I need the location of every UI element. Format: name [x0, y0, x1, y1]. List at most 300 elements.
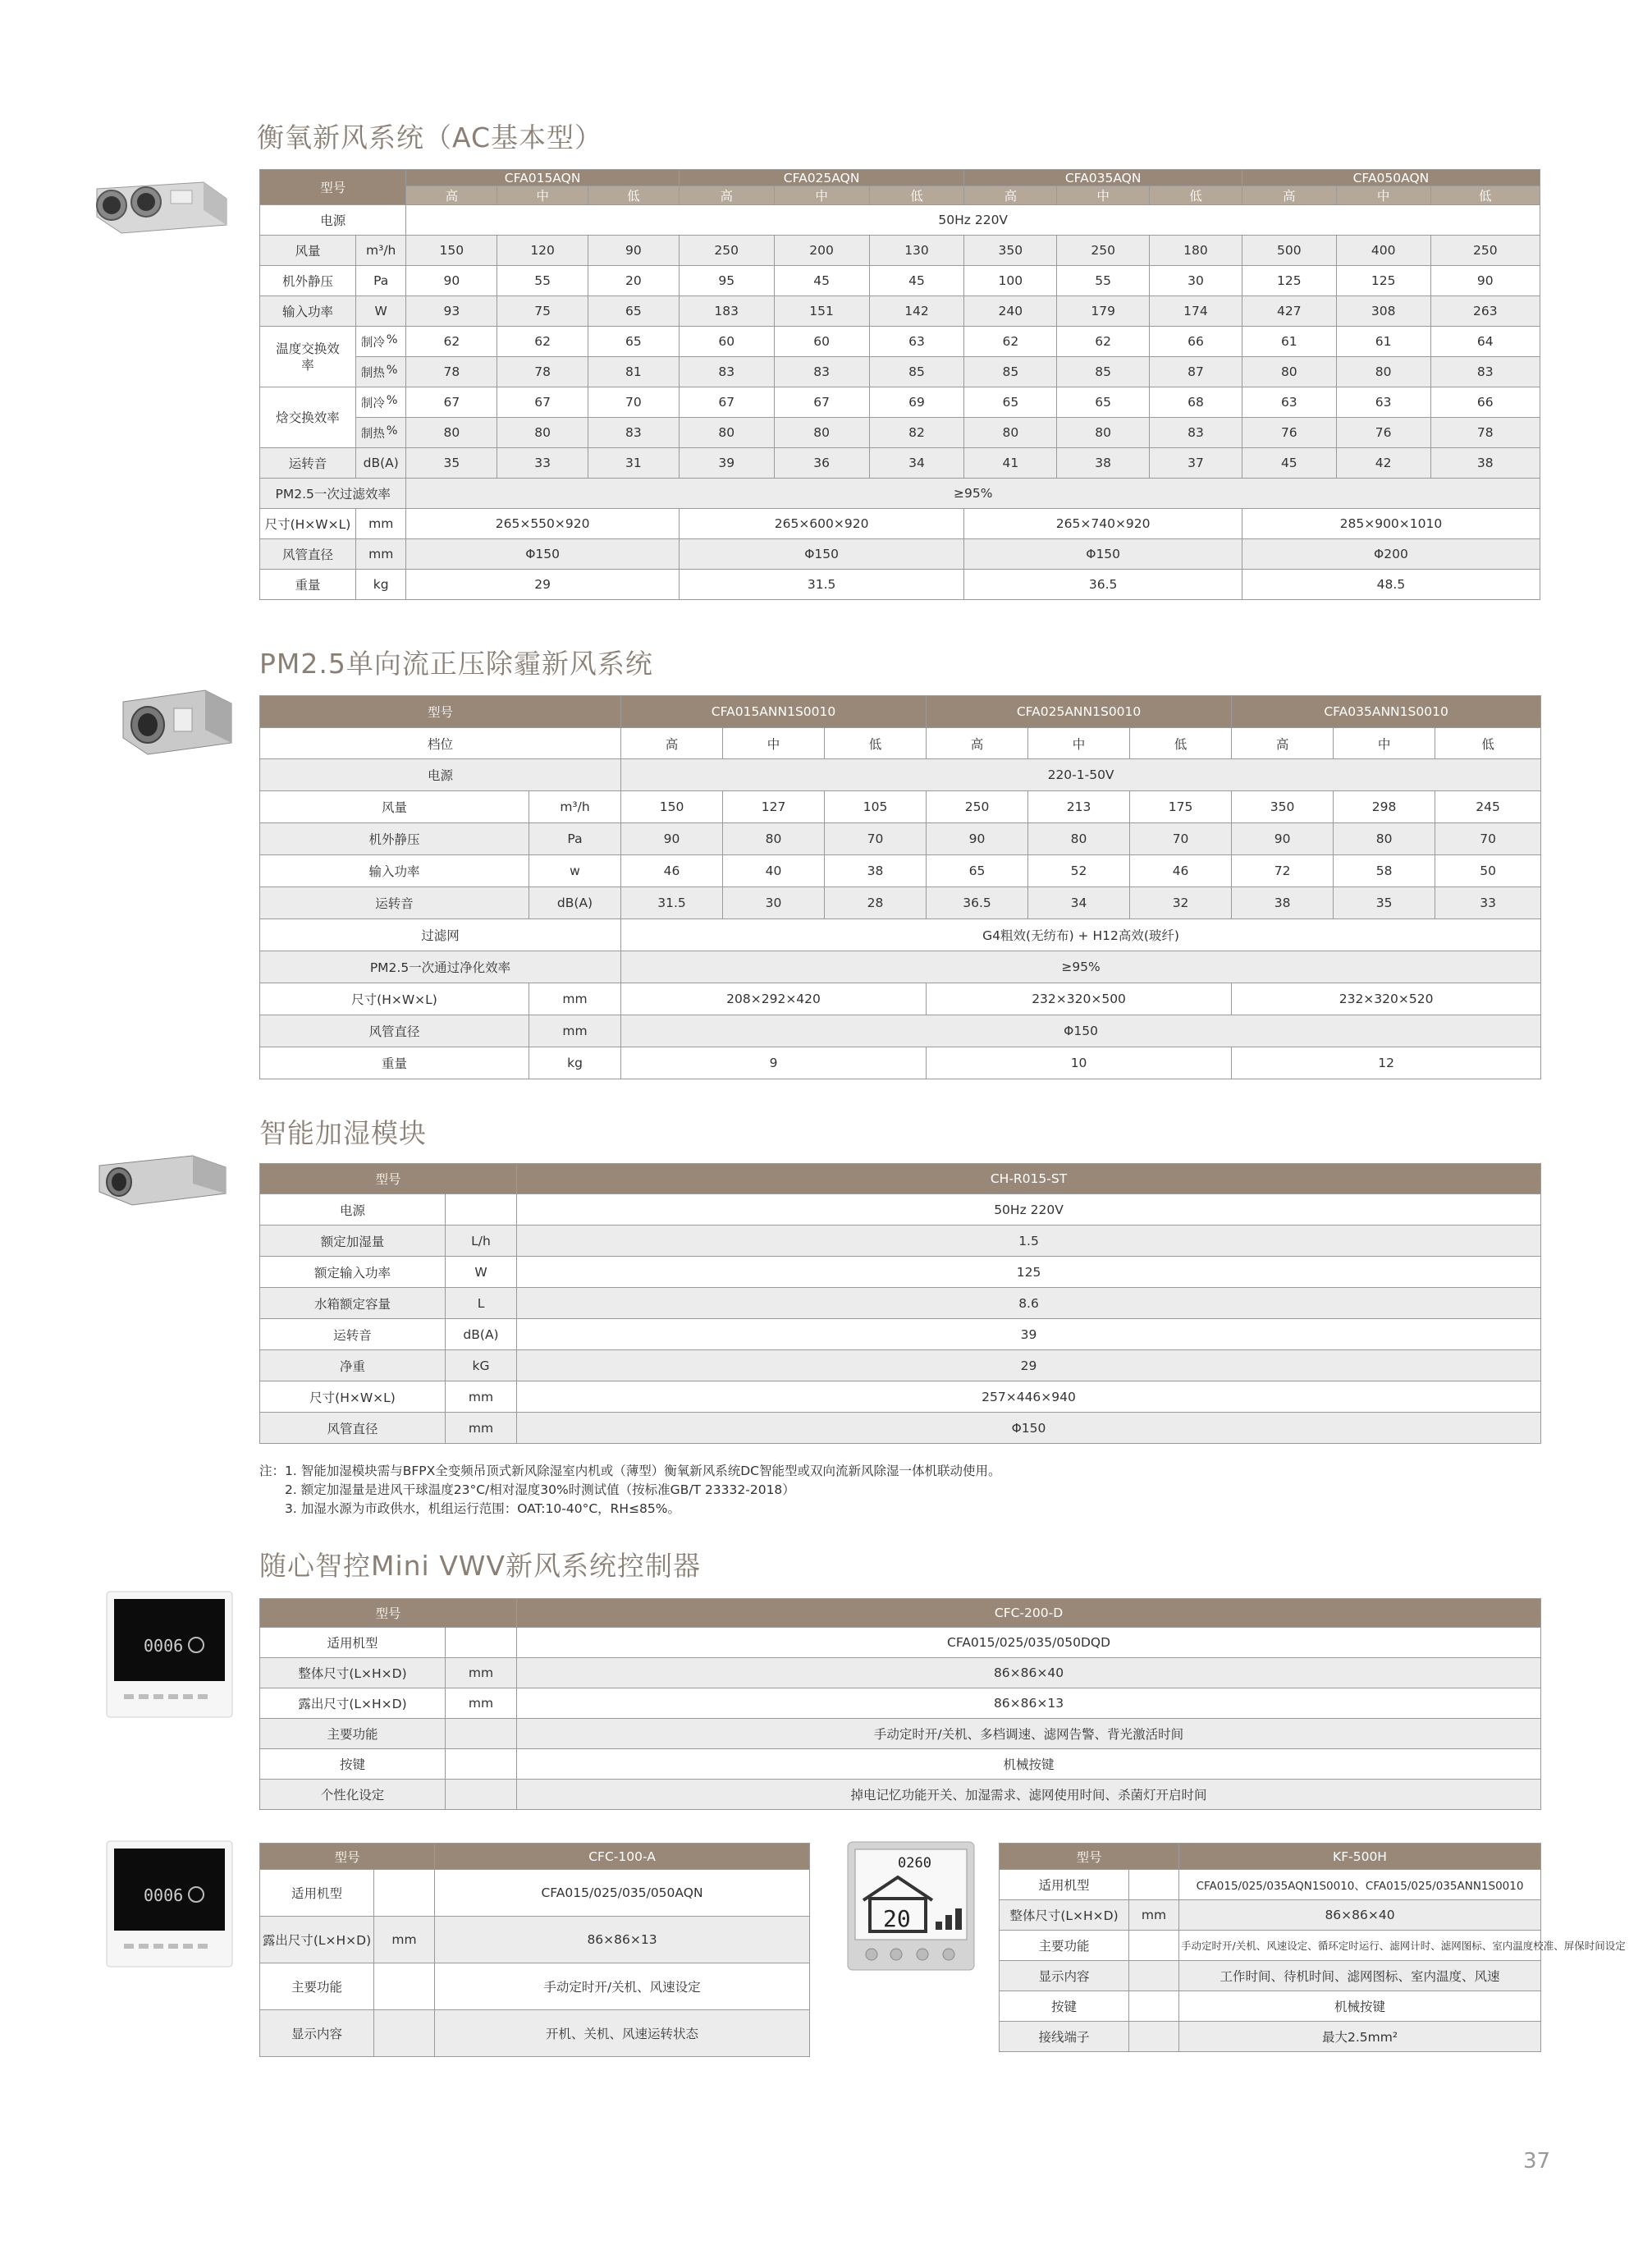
- row-unit: w: [529, 855, 621, 887]
- value-cell: 80: [406, 418, 497, 448]
- value-cell: 125: [1336, 266, 1430, 296]
- value-cell: 63: [869, 327, 964, 357]
- row-label: 输入功率: [260, 855, 529, 887]
- model-name: CFA025AQN: [679, 170, 964, 186]
- value-cell: Φ150: [517, 1413, 1541, 1444]
- value-cell: 34: [869, 448, 964, 479]
- value-cell: 95: [679, 266, 774, 296]
- value-cell: 80: [679, 418, 774, 448]
- value-cell: 83: [679, 357, 774, 387]
- row-unit: m³/h: [529, 791, 621, 823]
- row-unit: dB(A): [355, 448, 406, 479]
- row-unit: [1129, 1931, 1179, 1961]
- value-cell: 232×320×520: [1232, 983, 1541, 1015]
- value-cell: 150: [406, 236, 497, 266]
- row-label: 机外静压: [260, 266, 356, 296]
- row-unit: kG: [446, 1350, 517, 1381]
- value-cell: 29: [406, 570, 679, 600]
- group-label: 温度交换效率: [260, 327, 356, 387]
- value-cell: 125: [517, 1257, 1541, 1288]
- value-cell: 179: [1057, 296, 1150, 327]
- value-cell: 工作时间、待机时间、滤网图标、室内温度、风速: [1179, 1961, 1541, 1991]
- row-label: 适用机型: [260, 1628, 446, 1658]
- section-title-ac: 衡氧新风系统（AC基本型）: [257, 121, 603, 153]
- value-cell: 151: [774, 296, 869, 327]
- value-cell: 36: [774, 448, 869, 479]
- value-cell: 82: [869, 418, 964, 448]
- value-cell: 33: [1435, 887, 1541, 919]
- row-label: 运转音: [260, 887, 529, 919]
- row-label: 过滤网: [260, 919, 621, 951]
- value-cell: 65: [588, 296, 680, 327]
- level-high: 高: [964, 186, 1057, 205]
- value-cell: 180: [1150, 236, 1242, 266]
- model-header: 型号: [260, 696, 621, 728]
- row-unit: [446, 1749, 517, 1780]
- level-high: 高: [1232, 728, 1334, 759]
- spec-table-cfc100: [259, 1843, 810, 2057]
- value-cell: 80: [774, 418, 869, 448]
- value-cell: 87: [1150, 357, 1242, 387]
- value-cell: 90: [1430, 266, 1540, 296]
- model-header: 型号: [260, 1164, 517, 1194]
- value-cell: 350: [1232, 791, 1334, 823]
- value-cell: 427: [1242, 296, 1336, 327]
- controller-cfc100-image: [106, 1840, 233, 1968]
- value-cell: 80: [497, 418, 588, 448]
- row-label: 水箱额定容量: [260, 1288, 446, 1319]
- level-mid: 中: [1028, 728, 1130, 759]
- group-label: 焓交换效率: [260, 387, 356, 448]
- row-unit: [446, 1780, 517, 1810]
- row-label: 电源: [260, 205, 406, 236]
- value-cell: 29: [517, 1350, 1541, 1381]
- value-cell: 48.5: [1242, 570, 1540, 600]
- level-low: 低: [1435, 728, 1541, 759]
- value-cell: 100: [964, 266, 1057, 296]
- notes: [259, 1462, 1001, 1519]
- value-cell: 62: [1057, 327, 1150, 357]
- value-cell: 250: [679, 236, 774, 266]
- value-cell: Φ150: [964, 539, 1242, 570]
- value-cell: 69: [869, 387, 964, 418]
- value-cell: 265×600×920: [679, 509, 964, 539]
- value-cell: 开机、关机、风速运转状态: [435, 2010, 810, 2057]
- level-low: 低: [869, 186, 964, 205]
- humidifier-unit-image: [94, 1151, 230, 1208]
- value-cell: 80: [1336, 357, 1430, 387]
- level-mid: 中: [723, 728, 825, 759]
- value-cell: 30: [723, 887, 825, 919]
- row-unit: [446, 1628, 517, 1658]
- value-cell: 58: [1334, 855, 1435, 887]
- mode-label: 制热: [360, 427, 385, 441]
- value-cell: 85: [869, 357, 964, 387]
- value-cell: 250: [1430, 236, 1540, 266]
- value-cell: 61: [1242, 327, 1336, 357]
- value-cell: 手动定时开/关机、风速设定: [435, 1963, 810, 2010]
- lcd-readout: 0006: [144, 1885, 184, 1905]
- value-cell: 37: [1150, 448, 1242, 479]
- model-name: CFA015ANN1S0010: [621, 696, 927, 728]
- row-label: 档位: [260, 728, 621, 759]
- power-value: 50Hz 220V: [406, 205, 1540, 236]
- spec-table-pm25: [259, 695, 1541, 1079]
- row-label: 额定加湿量: [260, 1225, 446, 1257]
- row-label: 主要功能: [260, 1963, 374, 2010]
- row-unit: mm: [1129, 1900, 1179, 1931]
- value-cell: 61: [1336, 327, 1430, 357]
- model-name: CFA015AQN: [406, 170, 679, 186]
- value-cell: 机械按键: [517, 1749, 1541, 1780]
- value-cell: Φ200: [1242, 539, 1540, 570]
- row-unit: Pa: [529, 823, 621, 855]
- row-label: 尺寸(H×W×L): [260, 1381, 446, 1413]
- mode-label: 制冷: [360, 396, 385, 410]
- value-cell: 70: [1435, 823, 1541, 855]
- value-cell: 65: [927, 855, 1028, 887]
- value-cell: 80: [1242, 357, 1336, 387]
- model-name: CFA035AQN: [964, 170, 1242, 186]
- note-line: 注：1. 智能加湿模块需与BFPX全变频吊顶式新风除湿室内机或（薄型）衡氧新风系统DC智能型或双向流新风除湿一体机联动使用。: [259, 1464, 1001, 1478]
- row-label: 风管直径: [260, 539, 356, 570]
- kf-time-readout: 0260: [898, 1855, 931, 1871]
- duct-value: Φ150: [621, 1015, 1541, 1047]
- row-unit: dB(A): [446, 1319, 517, 1350]
- value-cell: 31.5: [621, 887, 723, 919]
- value-cell: 67: [774, 387, 869, 418]
- level-low: 低: [1150, 186, 1242, 205]
- model-header: 型号: [260, 1844, 435, 1870]
- value-cell: 55: [1057, 266, 1150, 296]
- model-name: CFA035ANN1S0010: [1232, 696, 1541, 728]
- value-cell: 38: [1430, 448, 1540, 479]
- value-cell: 80: [1057, 418, 1150, 448]
- row-unit: [374, 2010, 435, 2057]
- row-unit: mm: [446, 1381, 517, 1413]
- value-cell: 78: [497, 357, 588, 387]
- row-unit: %: [386, 393, 398, 407]
- value-cell: 41: [964, 448, 1057, 479]
- value-cell: 12: [1232, 1047, 1541, 1079]
- mode-label: [355, 327, 406, 357]
- value-cell: 63: [1242, 387, 1336, 418]
- value-cell: 174: [1150, 296, 1242, 327]
- row-label: 整体尺寸(L×H×D): [260, 1658, 446, 1688]
- value-cell: 125: [1242, 266, 1336, 296]
- value-cell: 400: [1336, 236, 1430, 266]
- value-cell: 85: [964, 357, 1057, 387]
- level-high: 高: [621, 728, 723, 759]
- value-cell: 最大2.5mm²: [1179, 2022, 1541, 2052]
- level-mid: 中: [1336, 186, 1430, 205]
- value-cell: 75: [497, 296, 588, 327]
- level-high: 高: [679, 186, 774, 205]
- value-cell: 86×86×40: [517, 1658, 1541, 1688]
- row-label: 风量: [260, 791, 529, 823]
- value-cell: 38: [1232, 887, 1334, 919]
- value-cell: 手动定时开/关机、多档调速、滤网告警、背光激活时间: [517, 1719, 1541, 1749]
- value-cell: 31: [588, 448, 680, 479]
- value-cell: 45: [774, 266, 869, 296]
- row-unit: mm: [529, 983, 621, 1015]
- value-cell: 90: [588, 236, 680, 266]
- value-cell: 60: [774, 327, 869, 357]
- model-header: 型号: [260, 170, 406, 205]
- value-cell: 90: [927, 823, 1028, 855]
- section-title-pm25: PM2.5单向流正压除霾新风系统: [259, 648, 653, 680]
- value-cell: 175: [1130, 791, 1232, 823]
- row-unit: kg: [355, 570, 406, 600]
- value-cell: 掉电记忆功能开关、加湿需求、滤网使用时间、杀菌灯开启时间: [517, 1780, 1541, 1810]
- kf-temp-readout: 20: [883, 1905, 911, 1932]
- value-cell: 36.5: [927, 887, 1028, 919]
- row-unit: W: [446, 1257, 517, 1288]
- value-cell: 8.6: [517, 1288, 1541, 1319]
- row-unit: %: [386, 424, 398, 438]
- model-name: CFC-200-D: [517, 1599, 1541, 1628]
- row-unit: [374, 1870, 435, 1917]
- value-cell: 10: [927, 1047, 1232, 1079]
- value-cell: CFA015/025/035/050DQD: [517, 1628, 1541, 1658]
- value-cell: 62: [964, 327, 1057, 357]
- filter-value: G4粗效(无纺布) + H12高效(玻纤): [621, 919, 1541, 951]
- row-label: 电源: [260, 1194, 446, 1225]
- value-cell: 72: [1232, 855, 1334, 887]
- value-cell: 76: [1336, 418, 1430, 448]
- level-low: 低: [1430, 186, 1540, 205]
- mode-label: 制热: [360, 366, 385, 380]
- model-name: CH-R015-ST: [517, 1164, 1541, 1194]
- controller-kf500h-image: [847, 1841, 975, 1971]
- value-cell: Φ150: [679, 539, 964, 570]
- value-cell: 28: [825, 887, 927, 919]
- value-cell: 213: [1028, 791, 1130, 823]
- level-low: 低: [825, 728, 927, 759]
- row-label: 显示内容: [1000, 1961, 1129, 1991]
- value-cell: 240: [964, 296, 1057, 327]
- row-label: 风量: [260, 236, 356, 266]
- value-cell: 65: [964, 387, 1057, 418]
- value-cell: 9: [621, 1047, 927, 1079]
- row-label: 重量: [260, 570, 356, 600]
- value-cell: CFA015/025/035AQN1S0010、CFA015/025/035ANN1S0010: [1179, 1870, 1541, 1900]
- row-unit: mm: [355, 539, 406, 570]
- row-unit: mm: [446, 1658, 517, 1688]
- value-cell: 手动定时开/关机、风速设定、循环定时运行、滤网计时、滤网图标、室内温度校准、屏保时间设定: [1179, 1931, 1541, 1961]
- level-mid: 中: [1334, 728, 1435, 759]
- row-label: 显示内容: [260, 2010, 374, 2057]
- value-cell: 60: [679, 327, 774, 357]
- value-cell: 250: [1057, 236, 1150, 266]
- model-header: 型号: [260, 1599, 517, 1628]
- note-line: 2. 额定加湿量是进风干球温度23°C/相对湿度30%时测试值（按标准GB/T 23332-2018）: [285, 1482, 795, 1497]
- level-high: 高: [406, 186, 497, 205]
- value-cell: 1.5: [517, 1225, 1541, 1257]
- value-cell: 93: [406, 296, 497, 327]
- value-cell: 65: [1057, 387, 1150, 418]
- row-label: 运转音: [260, 448, 356, 479]
- value-cell: 62: [406, 327, 497, 357]
- value-cell: 66: [1430, 387, 1540, 418]
- value-cell: 105: [825, 791, 927, 823]
- row-unit: [1129, 1991, 1179, 2022]
- value-cell: 142: [869, 296, 964, 327]
- level-low: 低: [1130, 728, 1232, 759]
- row-label: 露出尺寸(L×H×D): [260, 1688, 446, 1719]
- spec-table-cfc200: [259, 1598, 1541, 1810]
- mode-label: [355, 387, 406, 418]
- value-cell: 78: [1430, 418, 1540, 448]
- row-label: 机外静压: [260, 823, 529, 855]
- value-cell: 46: [1130, 855, 1232, 887]
- row-label: 适用机型: [260, 1870, 374, 1917]
- value-cell: 32: [1130, 887, 1232, 919]
- mode-label: [355, 418, 406, 448]
- pm25-unit-image: [115, 684, 234, 758]
- value-cell: 90: [406, 266, 497, 296]
- value-cell: 120: [497, 236, 588, 266]
- value-cell: 90: [1232, 823, 1334, 855]
- value-cell: 42: [1336, 448, 1430, 479]
- value-cell: 130: [869, 236, 964, 266]
- value-cell: 31.5: [679, 570, 964, 600]
- model-header: 型号: [1000, 1844, 1179, 1870]
- ventilator-unit-image: [80, 174, 228, 236]
- value-cell: 208×292×420: [621, 983, 927, 1015]
- value-cell: 80: [1028, 823, 1130, 855]
- level-mid: 中: [497, 186, 588, 205]
- value-cell: 39: [517, 1319, 1541, 1350]
- row-label: 接线端子: [1000, 2022, 1129, 2052]
- value-cell: 250: [927, 791, 1028, 823]
- value-cell: 67: [497, 387, 588, 418]
- row-label: 主要功能: [260, 1719, 446, 1749]
- value-cell: 机械按键: [1179, 1991, 1541, 2022]
- value-cell: 52: [1028, 855, 1130, 887]
- value-cell: 39: [679, 448, 774, 479]
- value-cell: 50: [1435, 855, 1541, 887]
- row-label: 净重: [260, 1350, 446, 1381]
- row-unit: [1129, 1961, 1179, 1991]
- row-label: 按键: [260, 1749, 446, 1780]
- row-label: PM2.5一次通过净化效率: [260, 951, 621, 983]
- value-cell: 36.5: [964, 570, 1242, 600]
- section-title-controller: 随心智控Mini VWV新风系统控制器: [259, 1550, 701, 1582]
- page-number: 37: [1523, 2149, 1551, 2174]
- value-cell: 45: [1242, 448, 1336, 479]
- value-cell: 127: [723, 791, 825, 823]
- value-cell: 263: [1430, 296, 1540, 327]
- value-cell: 35: [1334, 887, 1435, 919]
- value-cell: 83: [774, 357, 869, 387]
- row-unit: [374, 1963, 435, 2010]
- value-cell: 34: [1028, 887, 1130, 919]
- value-cell: 64: [1430, 327, 1540, 357]
- level-low: 低: [588, 186, 680, 205]
- value-cell: Φ150: [406, 539, 679, 570]
- row-unit: %: [386, 332, 398, 346]
- spec-table-kf500h: [999, 1843, 1626, 2052]
- value-cell: 55: [497, 266, 588, 296]
- row-unit: [1129, 2022, 1179, 2052]
- value-cell: 350: [964, 236, 1057, 266]
- value-cell: 70: [1130, 823, 1232, 855]
- value-cell: 78: [406, 357, 497, 387]
- mode-label: 制冷: [360, 336, 385, 350]
- value-cell: 500: [1242, 236, 1336, 266]
- value-cell: 76: [1242, 418, 1336, 448]
- value-cell: 83: [1150, 418, 1242, 448]
- model-name: CFA025ANN1S0010: [927, 696, 1232, 728]
- row-label: PM2.5一次过滤效率: [260, 479, 406, 509]
- spec-table-humidifier: [259, 1163, 1541, 1444]
- value-cell: 80: [723, 823, 825, 855]
- pm25-value: ≥95%: [621, 951, 1541, 983]
- value-cell: CFA015/025/035/050AQN: [435, 1870, 810, 1917]
- value-cell: 232×320×500: [927, 983, 1232, 1015]
- controller-cfc200-image: [106, 1591, 233, 1718]
- row-unit: mm: [446, 1413, 517, 1444]
- value-cell: 50Hz 220V: [517, 1194, 1541, 1225]
- value-cell: 38: [825, 855, 927, 887]
- row-unit: m³/h: [355, 236, 406, 266]
- row-unit: L/h: [446, 1225, 517, 1257]
- value-cell: 308: [1336, 296, 1430, 327]
- value-cell: 90: [621, 823, 723, 855]
- row-label: 适用机型: [1000, 1870, 1129, 1900]
- row-label: 尺寸(H×W×L): [260, 983, 529, 1015]
- row-unit: mm: [446, 1688, 517, 1719]
- row-unit: W: [355, 296, 406, 327]
- row-unit: mm: [529, 1015, 621, 1047]
- value-cell: 265×740×920: [964, 509, 1242, 539]
- value-cell: 67: [679, 387, 774, 418]
- value-cell: 67: [406, 387, 497, 418]
- row-label: 运转音: [260, 1319, 446, 1350]
- value-cell: 65: [588, 327, 680, 357]
- value-cell: 33: [497, 448, 588, 479]
- row-unit: L: [446, 1288, 517, 1319]
- value-cell: 83: [588, 418, 680, 448]
- value-cell: 245: [1435, 791, 1541, 823]
- mode-label: [355, 357, 406, 387]
- value-cell: 40: [723, 855, 825, 887]
- row-label: 露出尺寸(L×H×D): [260, 1917, 374, 1963]
- row-unit: kg: [529, 1047, 621, 1079]
- row-label: 额定输入功率: [260, 1257, 446, 1288]
- value-cell: 46: [621, 855, 723, 887]
- row-unit: dB(A): [529, 887, 621, 919]
- value-cell: 150: [621, 791, 723, 823]
- row-unit: %: [386, 363, 398, 377]
- value-cell: 66: [1150, 327, 1242, 357]
- value-cell: 86×86×13: [517, 1688, 1541, 1719]
- value-cell: 298: [1334, 791, 1435, 823]
- section-title-humidifier: 智能加湿模块: [259, 1117, 427, 1149]
- row-unit: Pa: [355, 266, 406, 296]
- note-line: 3. 加湿水源为市政供水，机组运行范围：OAT:10-40°C，RH≤85%。: [285, 1501, 681, 1516]
- row-unit: [446, 1194, 517, 1225]
- row-label: 风管直径: [260, 1015, 529, 1047]
- value-cell: 30: [1150, 266, 1242, 296]
- row-unit: [446, 1719, 517, 1749]
- value-cell: 200: [774, 236, 869, 266]
- value-cell: 265×550×920: [406, 509, 679, 539]
- row-label: 尺寸(H×W×L): [260, 509, 356, 539]
- value-cell: 81: [588, 357, 680, 387]
- pm25-value: ≥95%: [406, 479, 1540, 509]
